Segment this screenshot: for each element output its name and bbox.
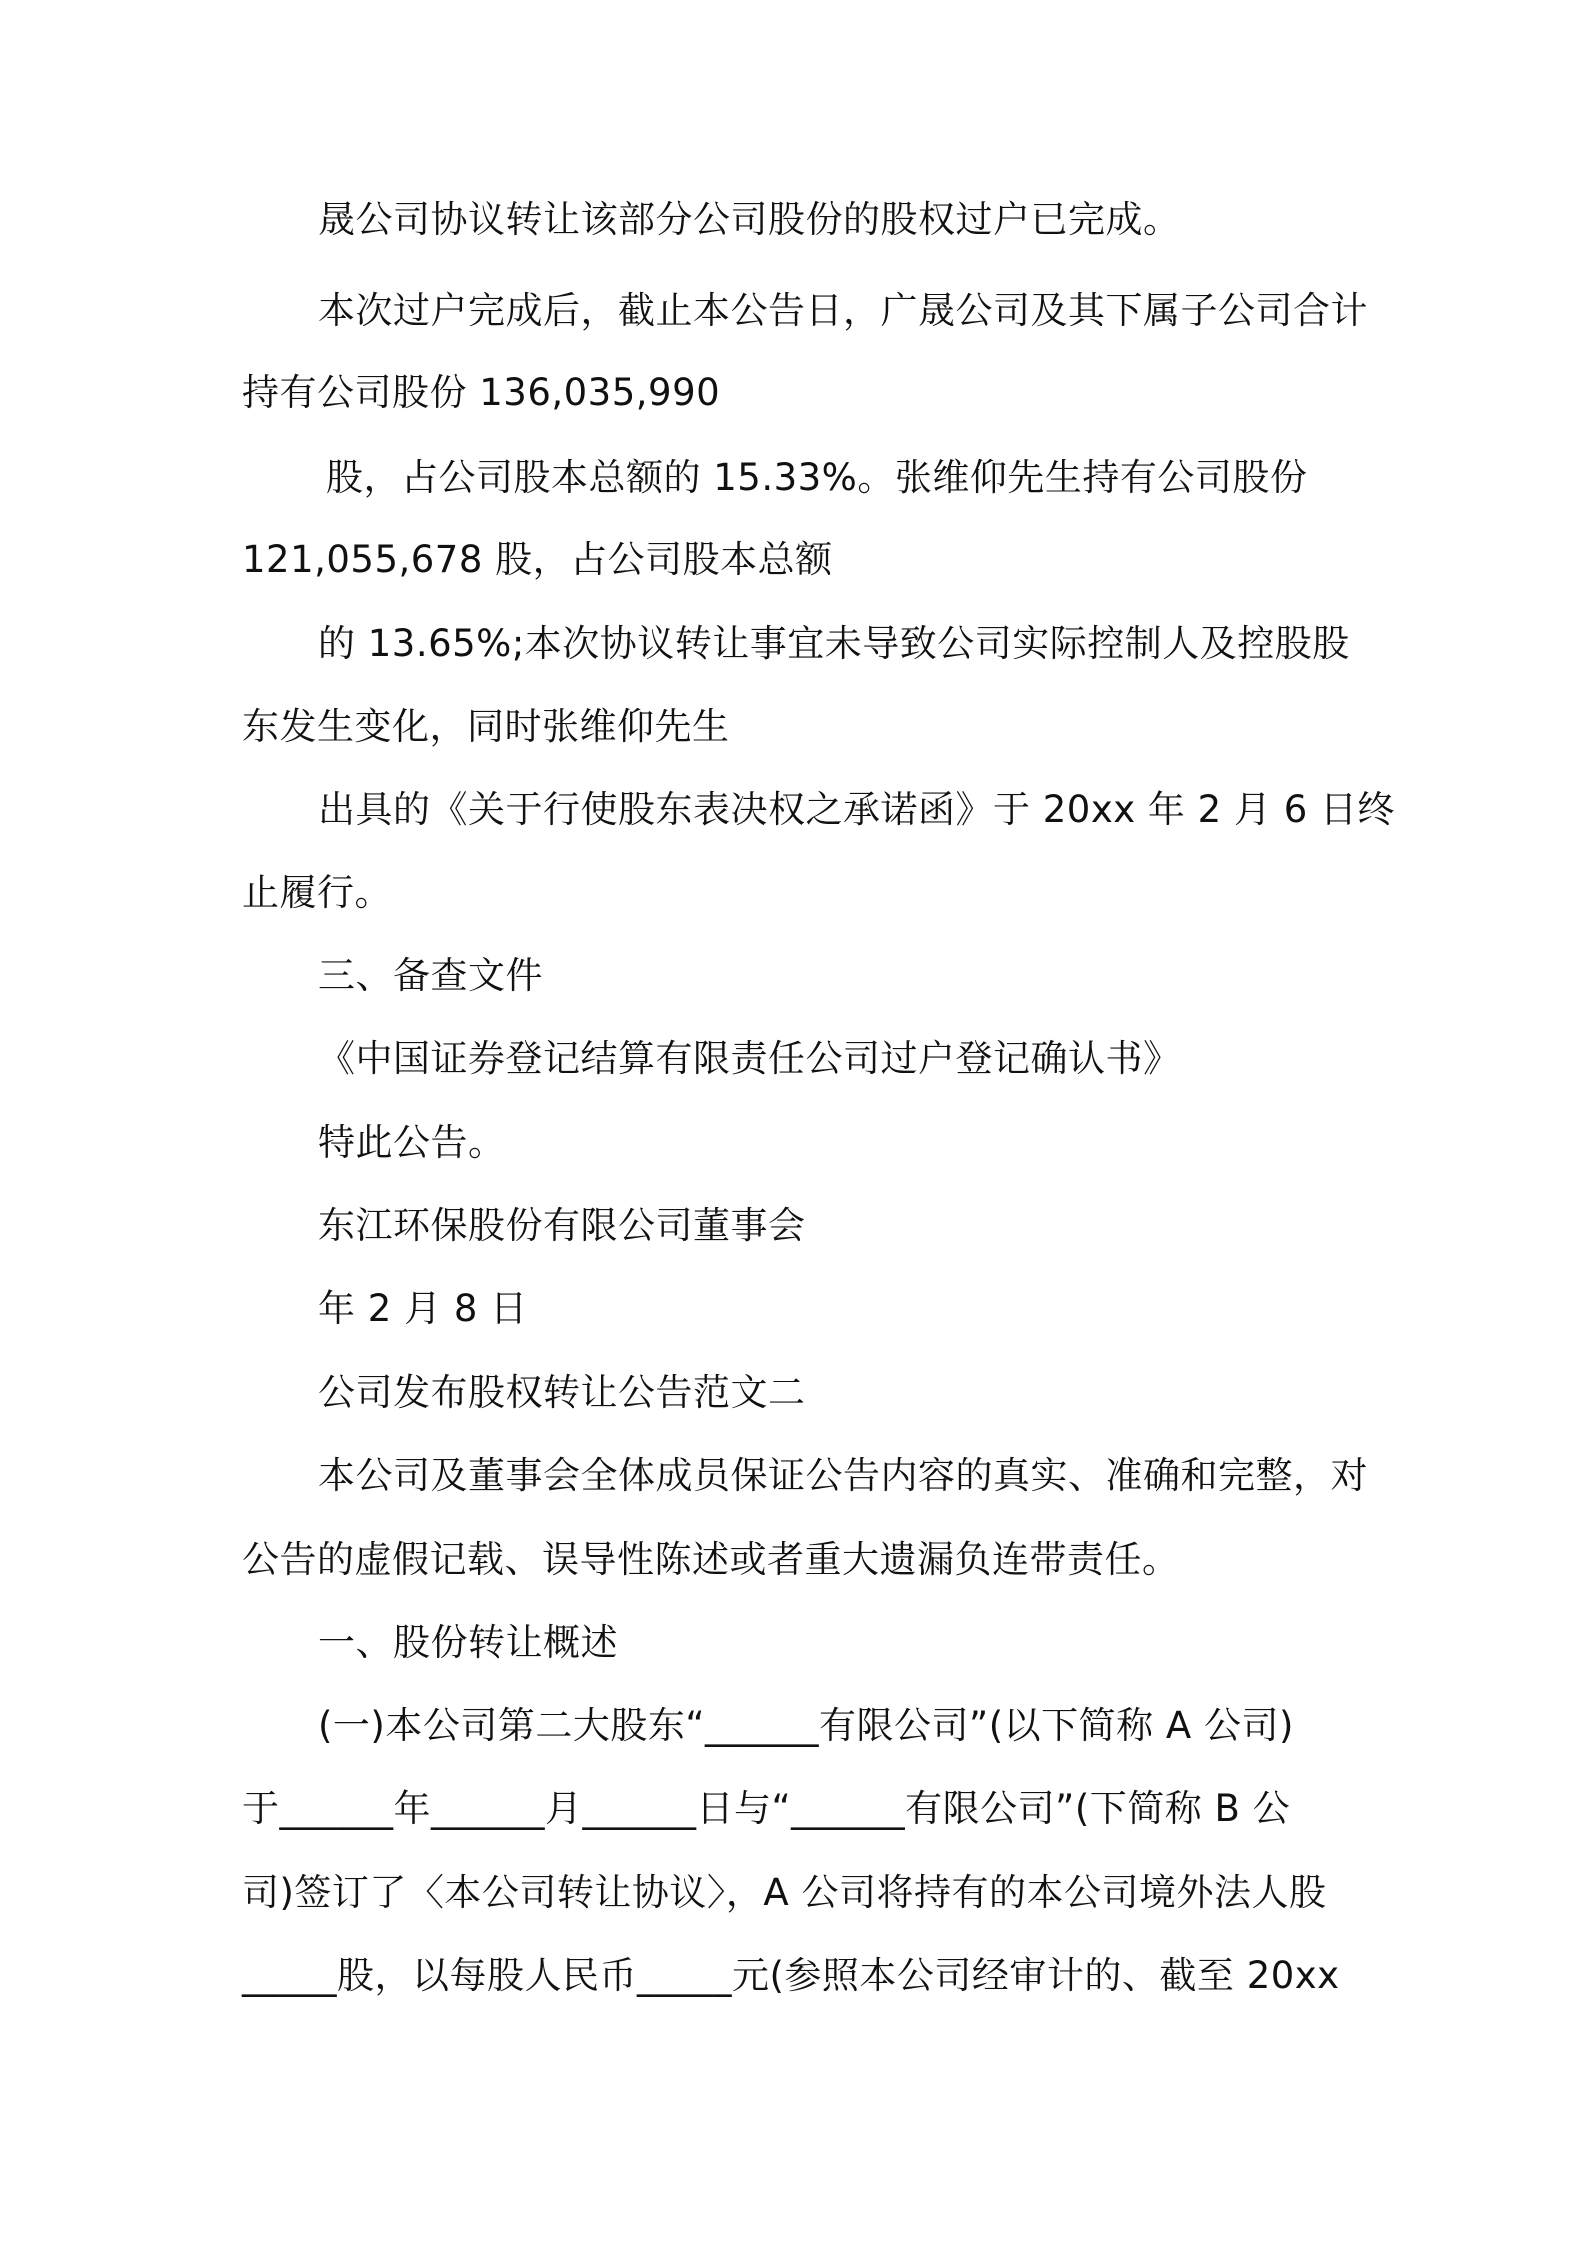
paragraph-line: 出具的《关于行使股东表决权之承诺函》于 20xx 年 2 月 6 日终: [318, 788, 1396, 831]
signature-company: 东江环保股份有限公司董事会: [318, 1204, 806, 1247]
paragraph-line: 本次过户完成后，截止本公告日，广晟公司及其下属子公司合计: [318, 289, 1368, 332]
paragraph-line: _____股，以每股人民币_____元(参照本公司经审计的、截至 20xx: [242, 1954, 1340, 1997]
paragraph-line: 股，占公司股本总额的 15.33%。张维仰先生持有公司股份: [326, 456, 1308, 499]
paragraph-line: (一)本公司第二大股东“______有限公司”(以下简称 A 公司): [318, 1704, 1294, 1747]
document-reference: 《中国证券登记结算有限责任公司过户登记确认书》: [318, 1037, 1181, 1080]
section-heading: 一、股份转让概述: [318, 1621, 618, 1664]
paragraph-line: 晟公司协议转让该部分公司股份的股权过户已完成。: [318, 198, 1181, 241]
paragraph-line: 本公司及董事会全体成员保证公告内容的真实、准确和完整，对: [318, 1454, 1368, 1497]
paragraph-line: 东发生变化，同时张维仰先生: [242, 705, 730, 748]
closing-text: 特此公告。: [318, 1121, 506, 1164]
paragraph-line: 司)签订了〈本公司转让协议〉，A 公司将持有的本公司境外法人股: [242, 1871, 1327, 1914]
signature-date: 年 2 月 8 日: [318, 1287, 528, 1330]
paragraph-line: 121,055,678 股，占公司股本总额: [242, 538, 833, 581]
section-heading: 三、备查文件: [318, 954, 543, 997]
paragraph-line: 公告的虚假记载、误导性陈述或者重大遗漏负连带责任。: [242, 1538, 1180, 1581]
article-title: 公司发布股权转让公告范文二: [318, 1371, 806, 1414]
paragraph-line: 止履行。: [242, 871, 392, 914]
paragraph-line: 于______年______月______日与“______有限公司”(下简称 B 公: [242, 1787, 1291, 1830]
paragraph-line: 持有公司股份 136,035,990: [242, 371, 721, 414]
paragraph-line: 的 13.65%;本次协议转让事宜未导致公司实际控制人及控股股: [318, 622, 1350, 665]
